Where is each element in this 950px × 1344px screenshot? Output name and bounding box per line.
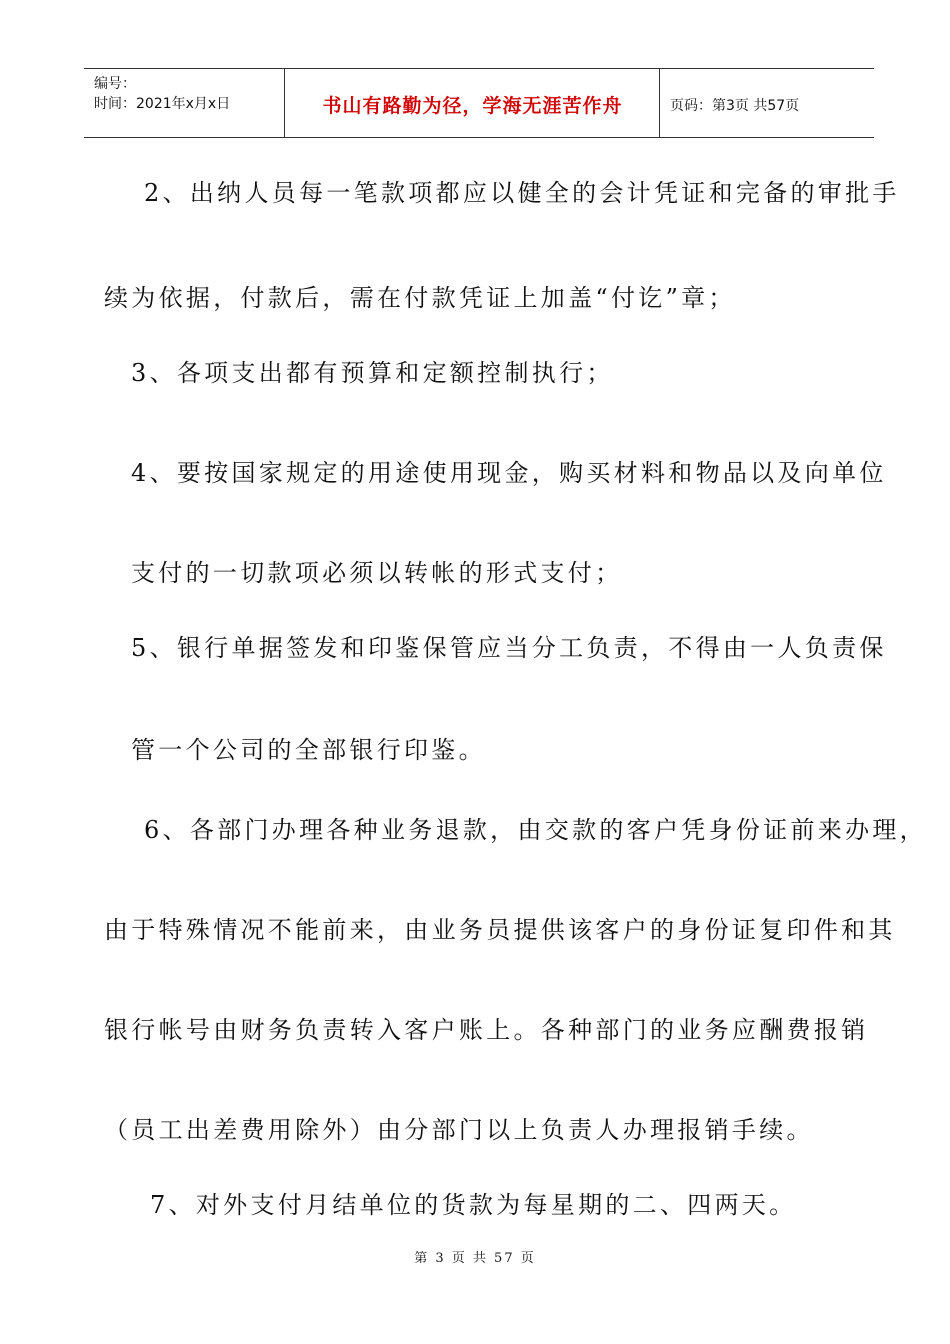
header-page-cell (660, 69, 874, 137)
body-line: 续为依据，付款后，需在付款凭证上加盖“付讫”章； (104, 284, 736, 312)
body-line: 3、各项支出都有预算和定额控制执行； (131, 359, 614, 387)
body-line: 银行帐号由财务负责转入客户账上。各种部门的业务应酬费报销 (104, 1016, 869, 1044)
body-line: 5、银行单据签发和印鉴保管应当分工负责，不得由一人负责保 (131, 634, 887, 662)
document-date: 时间：2021年x月x日 (94, 96, 231, 112)
header-page-number: 页码：第3页 共57页 (670, 98, 800, 114)
page-footer: 第 3 页 共 57 页 (414, 1251, 536, 1266)
body-line: 6、各部门办理各种业务退款，由交款的客户凭身份证前来办理， (144, 816, 927, 844)
header-motto-cell (285, 69, 660, 137)
body-line: 7、对外支付月结单位的货款为每星期的二、四两天。 (150, 1191, 797, 1219)
body-line: 支付的一切款项必须以转帐的形式支付； (131, 559, 623, 587)
body-line: （员工出差费用除外）由分部门以上负责人办理报销手续。 (104, 1116, 814, 1144)
document-header (84, 68, 874, 138)
header-motto: 书山有路勤为径，学海无涯苦作舟 (322, 95, 623, 117)
body-line: 管一个公司的全部银行印鉴。 (131, 736, 486, 764)
body-line: 由于特殊情况不能前来，由业务员提供该客户的身份证复印件和其 (104, 916, 896, 944)
header-meta-cell (84, 69, 285, 137)
document-code-label: 编号： (94, 76, 136, 92)
body-line: 2、出纳人员每一笔款项都应以健全的会计凭证和完备的审批手 (144, 179, 900, 207)
body-line: 4、要按国家规定的用途使用现金，购买材料和物品以及向单位 (131, 459, 887, 487)
